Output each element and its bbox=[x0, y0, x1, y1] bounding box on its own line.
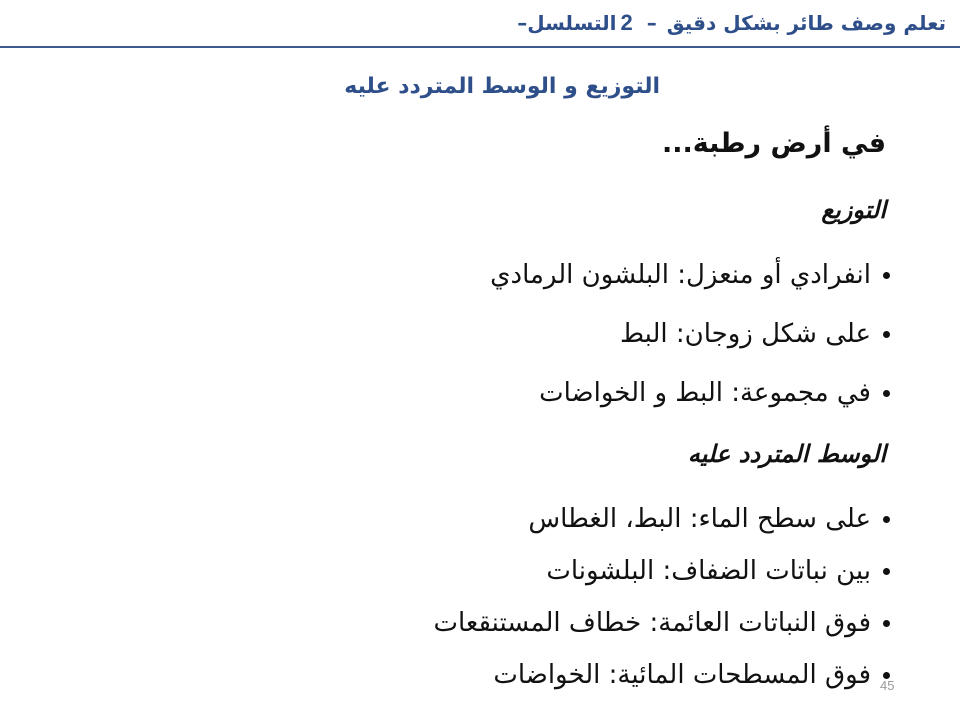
list-item-text: على سطح الماء: البط، الغطاس bbox=[528, 504, 871, 534]
header-separator: – bbox=[646, 11, 657, 35]
section-heading-habitat: الوسط المتردد عليه bbox=[687, 440, 886, 468]
intro-text: في أرض رطبة... bbox=[661, 128, 886, 159]
bullet-icon bbox=[883, 390, 890, 397]
slide-header bbox=[503, 6, 946, 40]
list-item bbox=[490, 252, 890, 298]
page-number: 45 bbox=[880, 678, 895, 693]
list-item-text: بين نباتات الضفاف: البلشونات bbox=[546, 556, 871, 586]
list-item bbox=[434, 548, 891, 594]
series-label: التسلسل bbox=[527, 11, 617, 35]
series-number: 2 bbox=[620, 10, 633, 35]
list-item-text: فوق المسطحات المائية: الخواضات bbox=[493, 660, 871, 690]
list-item bbox=[434, 496, 891, 542]
list-item-text: على شكل زوجان: البط bbox=[619, 319, 871, 349]
bullet-icon bbox=[883, 620, 890, 627]
bullet-icon bbox=[883, 272, 890, 279]
list-item bbox=[434, 652, 891, 698]
series-title: تعلم وصف طائر بشكل دقيق bbox=[666, 11, 946, 35]
distribution-list bbox=[490, 252, 890, 429]
list-item-text: فوق النباتات العائمة: خطاف المستنقعات bbox=[433, 608, 871, 638]
section-heading-distribution: التوزيع bbox=[821, 196, 886, 224]
header-dash: – bbox=[517, 11, 528, 35]
list-item bbox=[490, 370, 890, 416]
list-item bbox=[490, 311, 890, 357]
list-item-text: في مجموعة: البط و الخواضات bbox=[539, 378, 871, 408]
bullet-icon bbox=[883, 331, 890, 338]
habitat-list bbox=[434, 496, 891, 704]
list-item bbox=[434, 600, 891, 646]
list-item-text: انفرادي أو منعزل: البلشون الرمادي bbox=[490, 260, 871, 290]
bullet-icon bbox=[883, 516, 890, 523]
header-divider bbox=[0, 46, 960, 48]
bullet-icon bbox=[883, 568, 890, 575]
slide-title: التوزيع و الوسط المتردد عليه bbox=[344, 74, 660, 99]
